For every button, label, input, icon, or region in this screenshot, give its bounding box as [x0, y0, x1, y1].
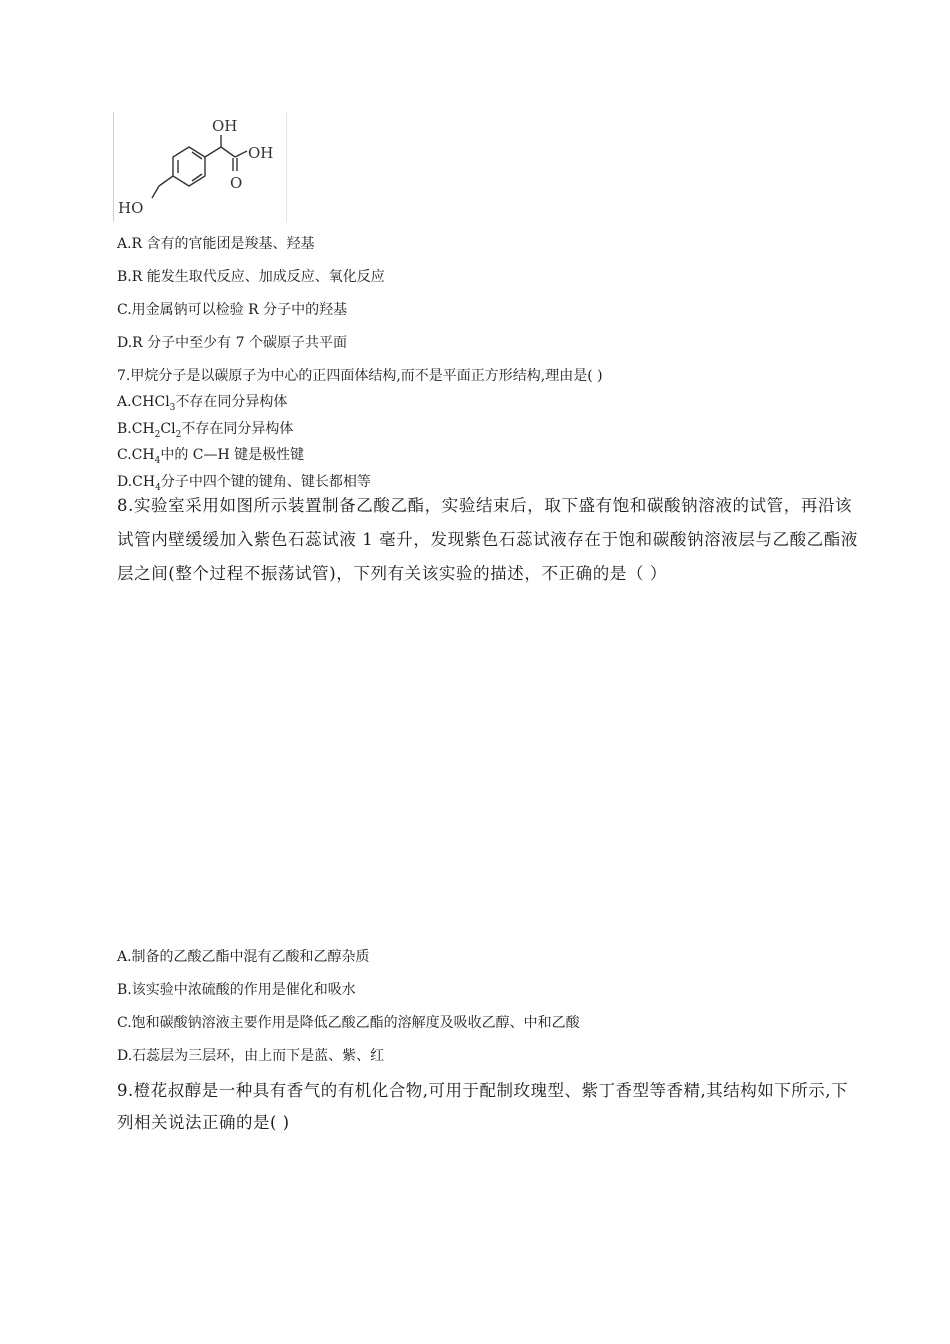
q6-option-a: A.R 含有的官能团是羧基、羟基: [117, 236, 315, 252]
q7-option-a: A.CHCl$_3$不存在同分异构体: [117, 394, 288, 413]
q8-stem-line-1: 8.实验室采用如图所示装置制备乙酸乙酯，实验结束后，取下盛有饱和碳酸钠溶液的试管，再沿该: [117, 496, 853, 515]
structure-diagram: [113, 112, 287, 222]
q7-option-d: $D.CH_4$分子中四个键的键角、键长都相等: [117, 474, 371, 493]
oh-right-label: OH: [248, 144, 274, 162]
q8-option-a: A.制备的乙酸乙酯中混有乙酸和乙醇杂质: [117, 949, 370, 965]
q8-stem-line-2: 试管内壁缓缓加入紫色石蕊试液 1 毫升，发现紫色石蕊试液存在于饱和碳酸钠溶液层与乙酸乙酯液: [117, 530, 858, 549]
q7-option-c: $C.CH_4$中的 C—H 键是极性键: [117, 447, 305, 466]
carbonyl-o-label: O: [230, 174, 243, 192]
q8-stem-line-3: 层之间(整个过程不振荡试管)，下列有关该实验的描述，不正确的是（ ）: [117, 564, 668, 583]
q7-stem: 7.甲烷分子是以碳原子为中心的正四面体结构,而不是平面正方形结构,理由是( ): [117, 368, 603, 384]
q9-stem-line-2: 列相关说法正确的是( ): [117, 1113, 290, 1132]
q8-option-c: C.饱和碳酸钠溶液主要作用是降低乙酸乙酯的溶解度及吸收乙醇、中和乙酸: [117, 1015, 580, 1031]
oh-top-label: OH: [212, 117, 238, 135]
q9-stem-line-1: 9.橙花叔醇是一种具有香气的有机化合物,可用于配制玫瑰型、紫丁香型等香精,其结构如下所示,下: [117, 1081, 848, 1100]
q8-option-b: B.该实验中浓硫酸的作用是催化和吸水: [117, 982, 356, 998]
q6-option-d: D.R 分子中至少有 7 个碳原子共平面: [117, 335, 347, 351]
q8-option-d: D.石蕊层为三层环，由上而下是蓝、紫、红: [117, 1048, 385, 1064]
q6-option-b: B.R 能发生取代反应、加成反应、氧化反应: [117, 269, 385, 285]
q6-option-c: C.用金属钠可以检验 R 分子中的羟基: [117, 302, 348, 318]
ho-left-label: HO: [118, 199, 144, 217]
q7-option-b: $B.CH_2Cl_2$不存在同分异构体: [117, 421, 294, 440]
